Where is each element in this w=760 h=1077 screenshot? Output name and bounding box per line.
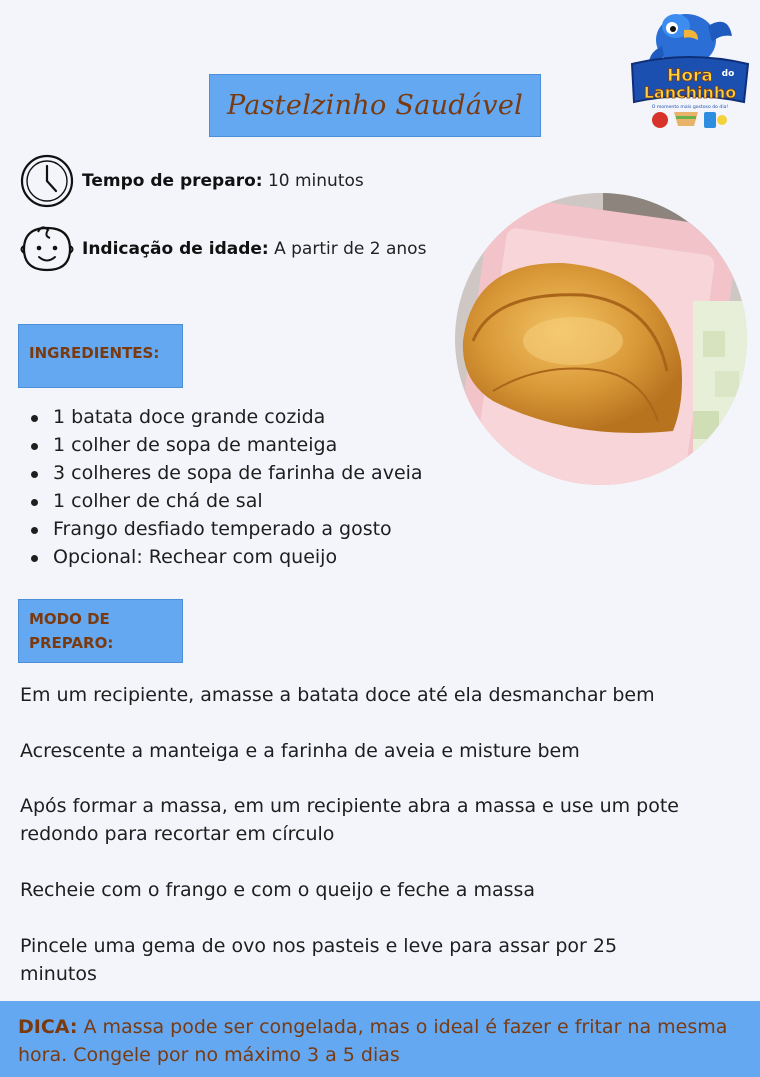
age-indication-row (18, 220, 426, 278)
tip-label: DICA: (18, 1016, 78, 1038)
method-step: Acrescente a manteiga e a farinha de aveia e misture bem (20, 740, 580, 762)
ingredient-item: 1 colher de sopa de manteiga (30, 431, 470, 459)
method-step: Após formar a massa, em um recipiente abra a massa e use um pote redondo para recortar em círculo (20, 795, 679, 845)
method-step: Recheie com o frango e com o queijo e feche a massa (20, 879, 536, 901)
baby-face-icon (18, 220, 76, 278)
logo-line2: do (721, 69, 735, 79)
ingredient-item: Frango desfiado temperado a gosto (30, 515, 470, 543)
method-header (18, 599, 183, 663)
ingredients-header-label: INGREDIENTES: (29, 344, 160, 362)
clock-icon (18, 152, 76, 210)
ingredient-item: 3 colheres de sopa de farinha de aveia (30, 459, 470, 487)
ingredients-header (18, 324, 183, 388)
ingredient-item: 1 batata doce grande cozida (30, 403, 470, 431)
prep-time-label: Tempo de preparo: (82, 171, 263, 191)
logo-line1: Hora (667, 66, 713, 86)
method-step: Pincele uma gema de ovo nos pasteis e leve para assar por 25 minutos (20, 935, 618, 985)
prep-time-value: 10 minutos (262, 171, 364, 191)
age-indication-value: A partir de 2 anos (268, 239, 427, 259)
age-indication-label: Indicação de idade: (82, 239, 269, 259)
tip-bar (0, 1001, 760, 1077)
logo-tagline: O momento mais gostoso do dia! (651, 105, 729, 110)
logo-line3: Lanchinho (643, 83, 737, 102)
hora-do-lanchinho-logo (624, 6, 754, 132)
ingredients-list (30, 403, 470, 571)
method-header-line2: PREPARO: (29, 634, 114, 652)
method-step: Em um recipiente, amasse a batata doce até ela desmanchar bem (20, 684, 655, 706)
age-indication-text (82, 239, 426, 259)
recipe-title-banner (209, 74, 541, 137)
tip-text: A massa pode ser congelada, mas o ideal é fazer e fritar na mesma hora. Congele por no máximo 3 a 5 dias (18, 1016, 728, 1066)
pastel-photo (453, 191, 749, 487)
recipe-title: Pastelzinho Saudável (226, 90, 524, 121)
method-header-line1: MODO DE (29, 610, 110, 628)
prep-time-text (82, 171, 364, 191)
prep-time-row (18, 152, 364, 210)
ingredient-item: Opcional: Rechear com queijo (30, 543, 470, 571)
ingredient-item: 1 colher de chá de sal (30, 487, 470, 515)
